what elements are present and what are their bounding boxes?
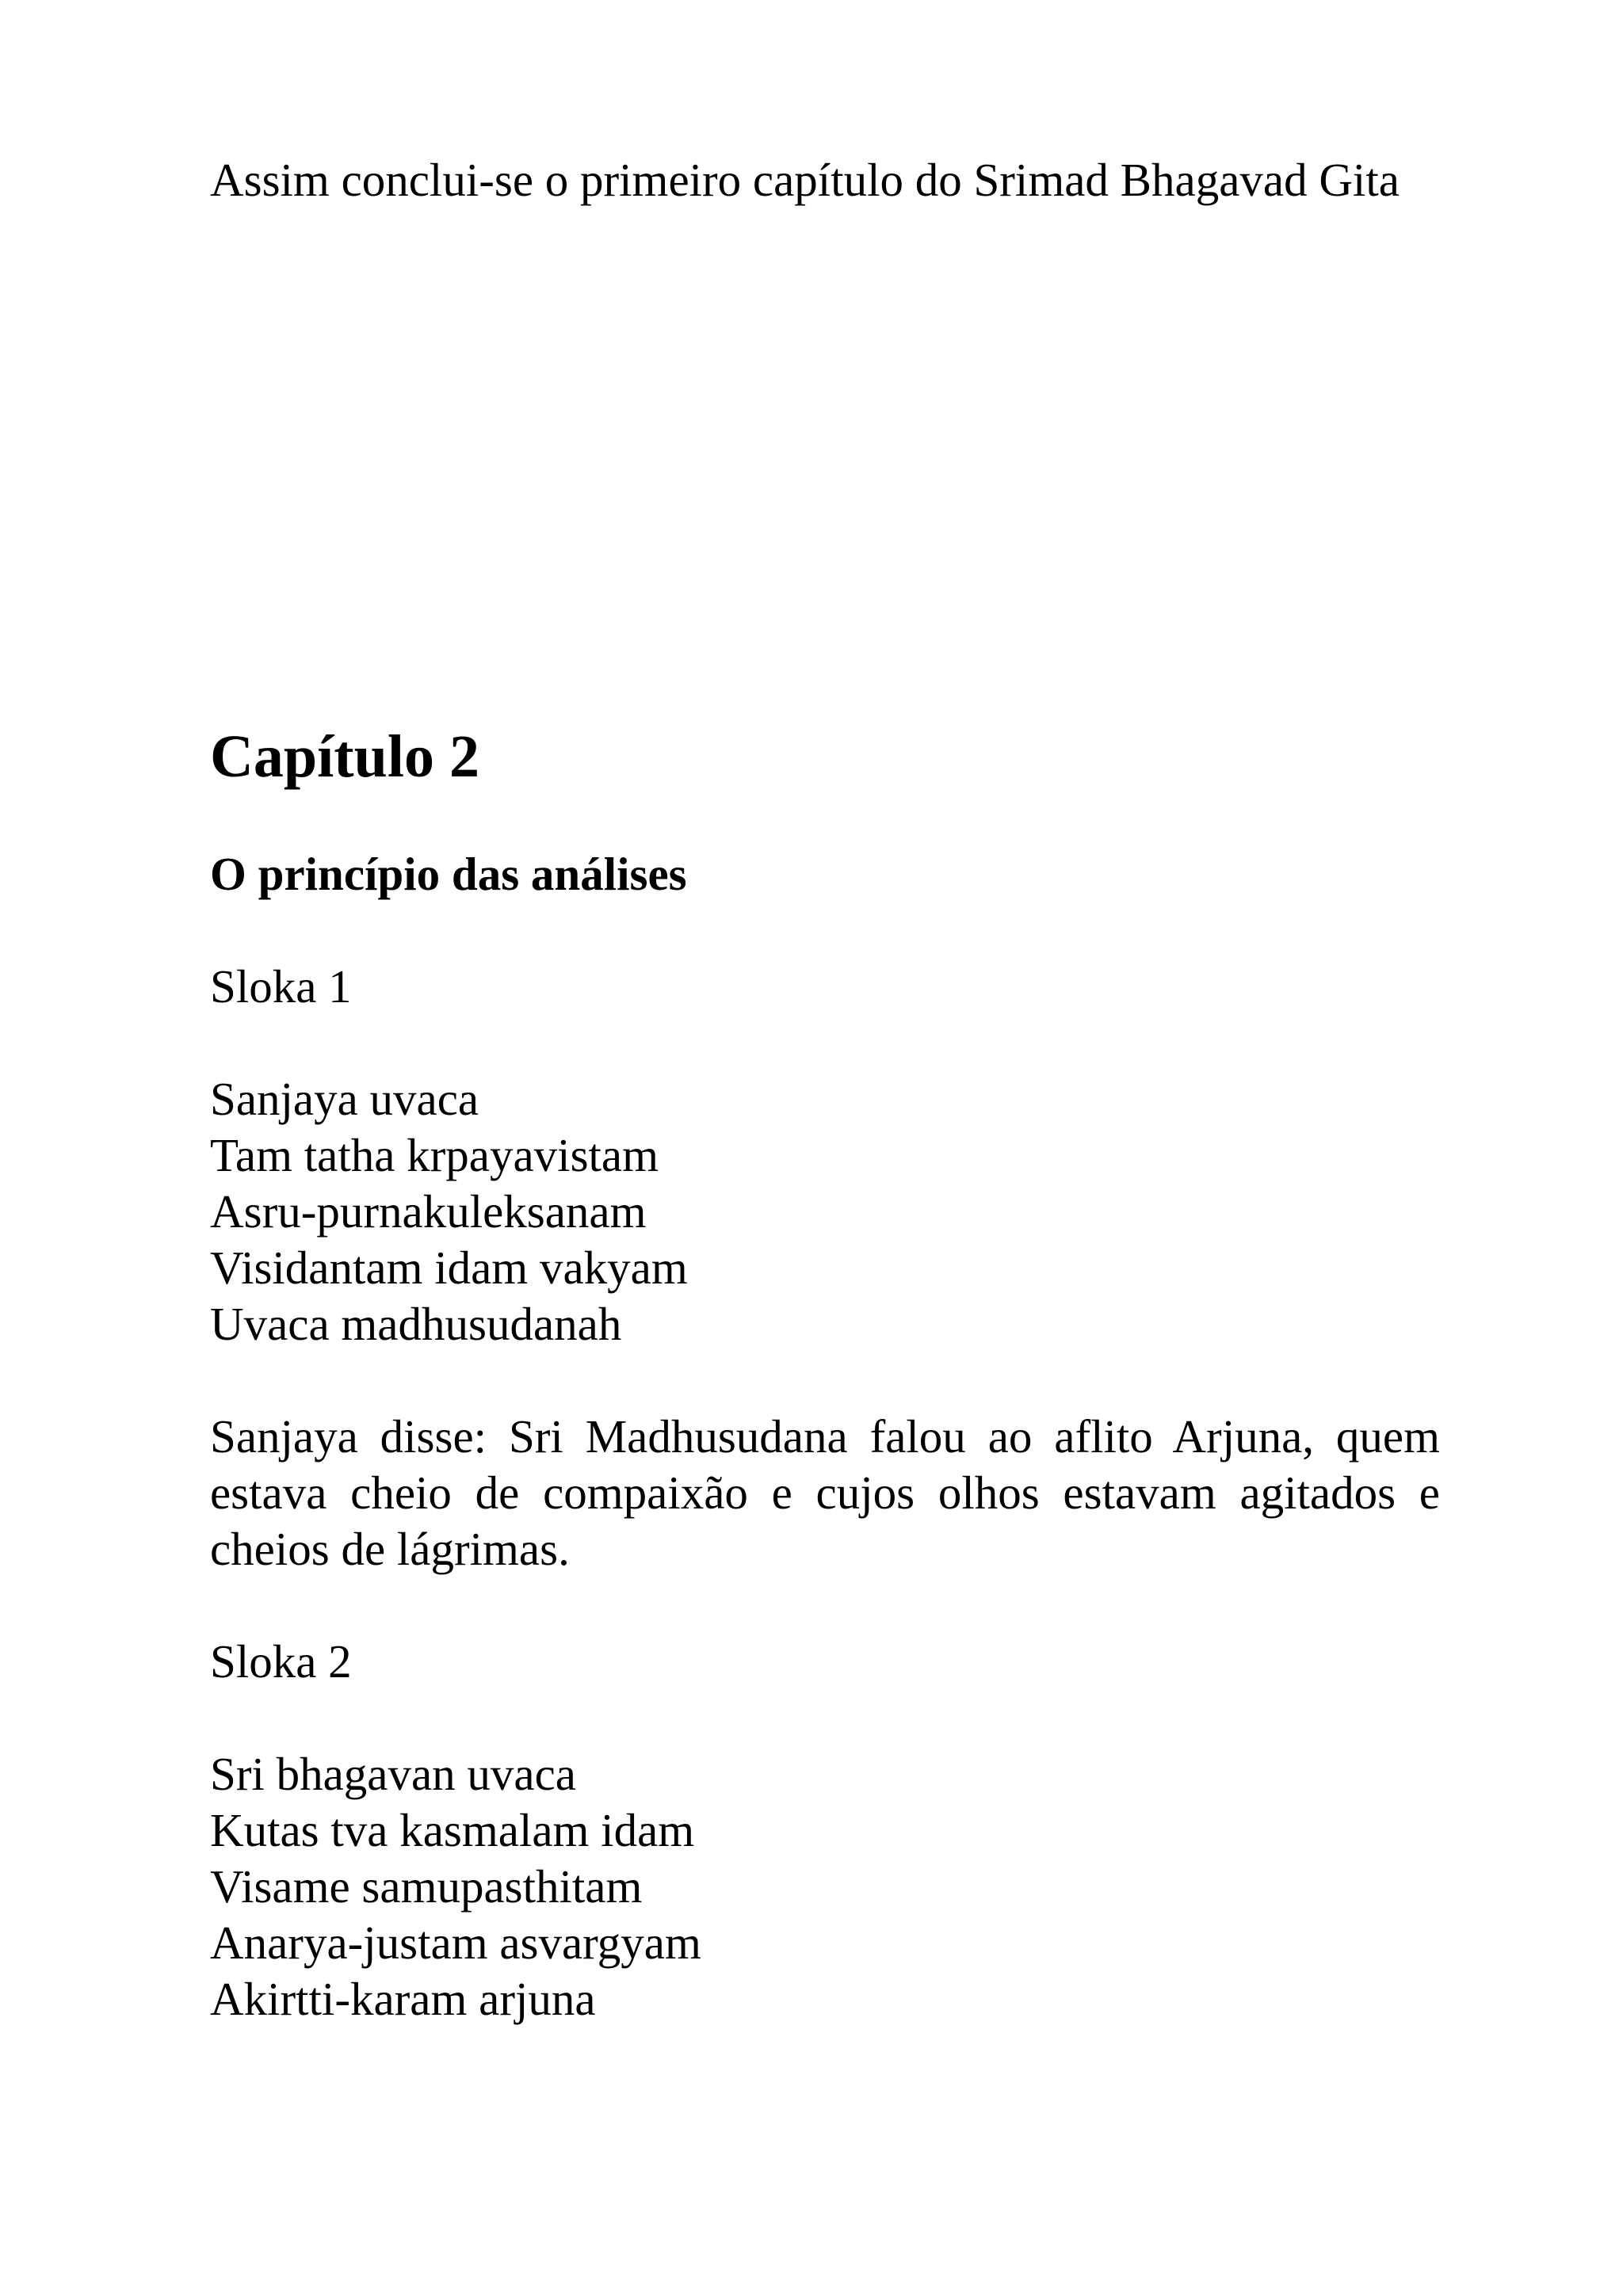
verse-line: Uvaca madhusudanah [210, 1298, 622, 1350]
verse-line: Anarya-justam asvargyam [210, 1917, 701, 1969]
verse-line: Visame samupasthitam [210, 1860, 643, 1913]
verse-line: Tam tatha krpayavistam [210, 1129, 659, 1181]
sloka-translation: Sanjaya disse: Sri Madhusudana falou ao aflito Arjuna, quem estava cheio de compaixão e cujos olhos estavam agitados e cheios de lágrimas. [210, 1410, 1440, 1575]
verse-line: Akirtti-karam arjuna [210, 1973, 596, 2025]
sloka-verse [210, 1071, 1440, 1352]
verse-line: Asru-purnakuleksanam [210, 1185, 647, 1238]
verse-line: Sri bhagavan uvaca [210, 1748, 576, 1800]
sloka-heading: Sloka 1 [210, 960, 352, 1013]
verse-line: Visidantam idam vakyam [210, 1241, 688, 1294]
verse-line: Kutas tva kasmalam idam [210, 1804, 695, 1856]
sloka-verse [210, 1746, 1440, 2027]
verse-line: Sanjaya uvaca [210, 1073, 479, 1125]
chapter-closing-paragraph: Assim conclui-se o primeiro capítulo do Srimad Bhagavad Gita [210, 154, 1400, 206]
chapter-subtitle: O princípio das análises [210, 848, 687, 900]
sloka-heading: Sloka 2 [210, 1635, 352, 1688]
chapter-title: Capítulo 2 [210, 723, 479, 790]
